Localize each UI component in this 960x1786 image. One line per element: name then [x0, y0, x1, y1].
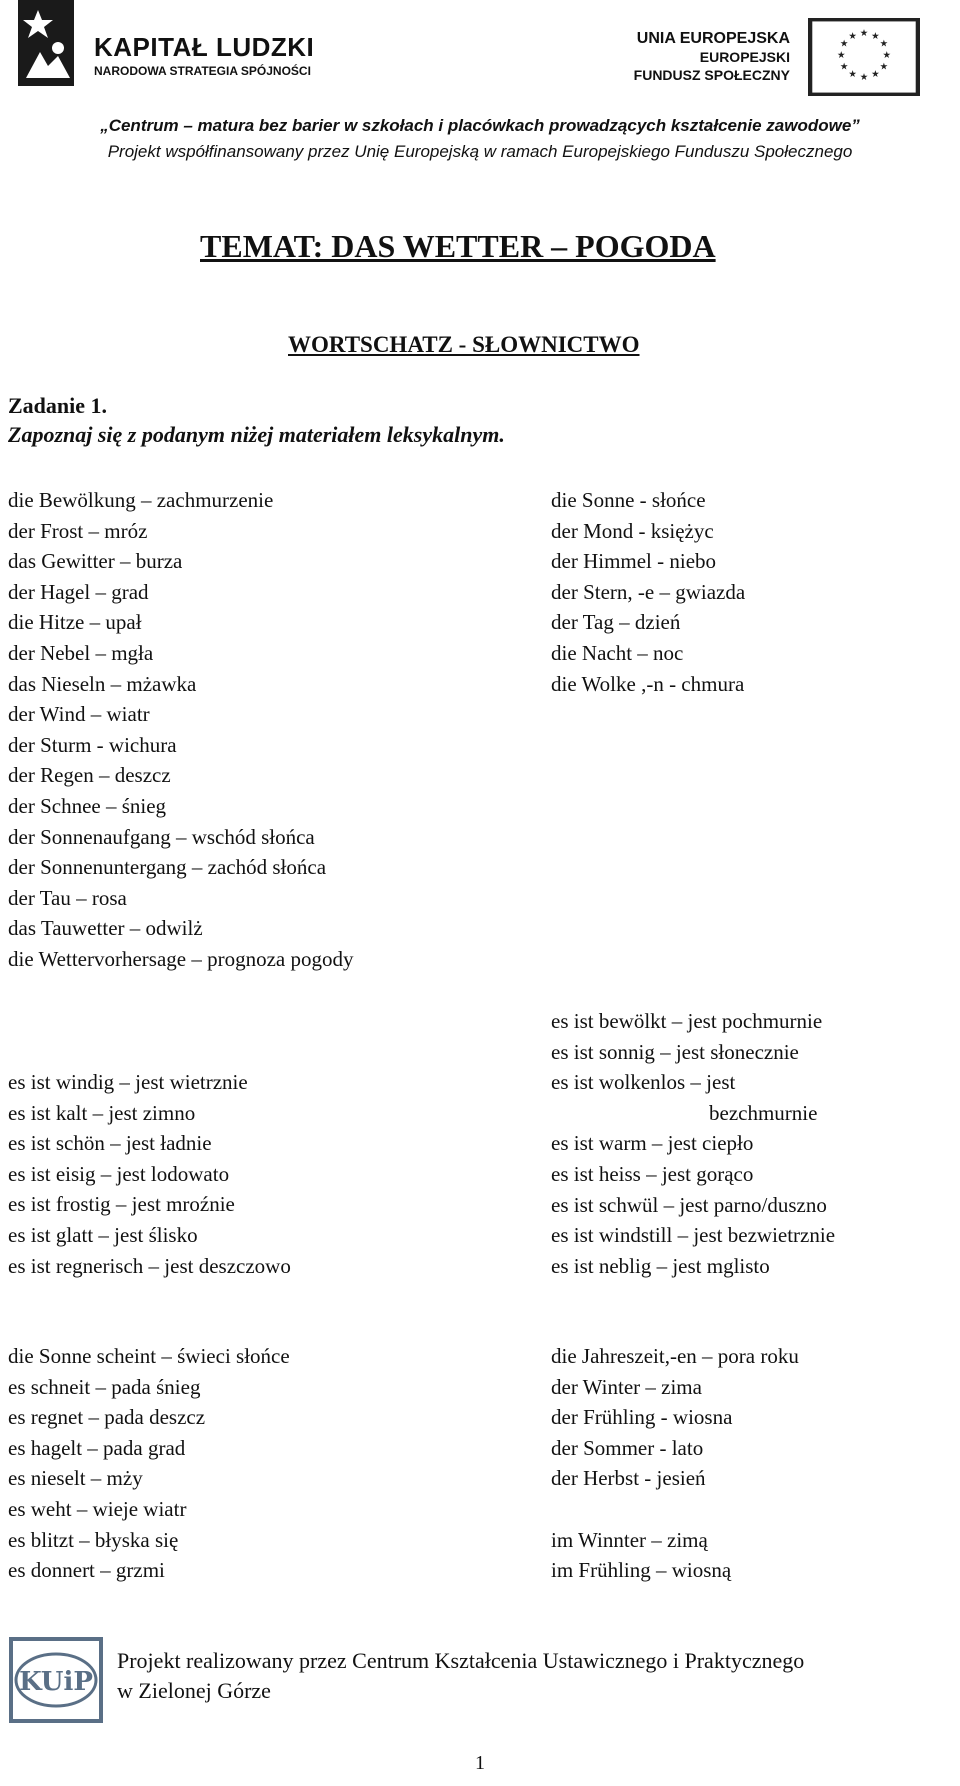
list-spacer	[551, 1494, 799, 1525]
list-item: es ist regnerisch – jest deszczowo	[8, 1253, 291, 1278]
kapital-ludzki-emblem-icon	[18, 0, 78, 86]
project-funding: Projekt współfinansowany przez Unię Europejską w ramach Europejskiego Funduszu Społecznego	[107, 142, 853, 161]
nouns-list-left	[8, 485, 353, 975]
list-item: der Winter – zima	[551, 1374, 702, 1399]
list-item: der Hagel – grad	[8, 579, 149, 604]
task-instruction: Zapoznaj się z podanym niżej materiałem leksykalnym.	[8, 422, 505, 447]
list-item: der Tag – dzień	[551, 610, 681, 635]
svg-text:★: ★	[859, 28, 869, 40]
eu-line2: EUROPEJSKI	[699, 49, 790, 65]
list-item: der Mond - księżyc	[551, 518, 714, 543]
list-item: der Himmel - niebo	[551, 549, 717, 574]
list-item: es ist heiss – jest gorąco	[551, 1161, 754, 1186]
eu-logo	[630, 18, 920, 96]
list-item: bezchmurnie	[709, 1100, 818, 1125]
list-item: es blitzt – błyska się	[8, 1527, 179, 1552]
list-item: es ist neblig – jest mglisto	[551, 1253, 770, 1278]
page-title: TEMAT: DAS WETTER – POGODA	[200, 228, 716, 264]
list-item: die Wolke ,-n - chmura	[551, 671, 745, 696]
footer-text	[117, 1646, 804, 1706]
list-item: der Sturm - wichura	[8, 732, 177, 757]
list-item: der Stern, -e – gwiazda	[551, 579, 746, 604]
svg-text:★: ★	[839, 61, 849, 73]
svg-text:★: ★	[879, 61, 889, 73]
list-item: der Tau – rosa	[8, 885, 127, 910]
list-item: der Regen – deszcz	[8, 763, 171, 788]
list-item: die Nacht – noc	[551, 640, 684, 665]
eu-flag-icon	[808, 18, 920, 96]
eu-line1: UNIA EUROPEJSKA	[636, 30, 790, 47]
seasons-list-right	[551, 1341, 799, 1586]
list-item: die Sonne scheint – świeci słońce	[8, 1344, 290, 1368]
list-item: es ist warm – jest ciepło	[551, 1131, 754, 1156]
list-item: das Gewitter – burza	[8, 549, 183, 574]
list-item: im Frühling – wiosną	[551, 1558, 732, 1583]
task-title: Zadanie 1.	[8, 393, 108, 418]
list-item: der Sommer - lato	[551, 1435, 704, 1460]
svg-text:★: ★	[859, 71, 869, 83]
list-item: es ist bewölkt – jest pochmurnie	[551, 1009, 823, 1033]
svg-text:★: ★	[848, 68, 857, 80]
vocab-heading: WORTSCHATZ - SŁOWNICTWO	[288, 332, 640, 357]
list-item: der Wind – wiatr	[8, 702, 150, 727]
kapital-ludzki-subtitle: NARODOWA STRATEGIA SPÓJNOŚCI	[94, 64, 311, 78]
project-title: „Centrum – matura bez barier w szkołach i placówkach prowadzących kształcenie zawodowe”	[100, 116, 860, 135]
list-item: es ist frostig – jest mroźnie	[8, 1192, 235, 1217]
adjectives-list-left	[8, 1067, 291, 1281]
list-item: das Nieseln – mżawka	[8, 671, 197, 696]
list-item: die Bewölkung – zachmurzenie	[8, 488, 274, 512]
nouns-list-right	[551, 485, 745, 699]
list-item: es ist glatt – jest ślisko	[8, 1222, 198, 1247]
list-item: die Jahreszeit,-en – pora roku	[551, 1344, 799, 1368]
list-item: es ist windig – jest wietrznie	[8, 1070, 248, 1094]
list-item: es ist sonnig – jest słonecznie	[551, 1039, 799, 1064]
svg-text:★: ★	[871, 30, 880, 42]
list-item: es schneit – pada śnieg	[8, 1374, 201, 1399]
kuip-logo-icon	[8, 1636, 104, 1724]
footer-line1: Projekt realizowany przez Centrum Kształcenia Ustawicznego i Praktycznego	[117, 1648, 805, 1673]
list-item: der Sonnenuntergang – zachód słońca	[8, 855, 327, 880]
list-item: es weht – wieje wiatr	[8, 1496, 187, 1521]
list-item: die Hitze – upał	[8, 610, 142, 635]
list-item: der Schnee – śnieg	[8, 793, 167, 818]
svg-text:★: ★	[848, 30, 857, 42]
list-item: es donnert – grzmi	[8, 1558, 165, 1583]
list-item: es nieselt – mży	[8, 1466, 143, 1491]
list-item: im Winnter – zimą	[551, 1527, 708, 1552]
list-item: der Herbst - jesień	[551, 1466, 706, 1491]
list-item: der Frost – mróz	[8, 518, 148, 543]
list-item: es regnet – pada deszcz	[8, 1405, 206, 1430]
list-item: es hagelt – pada grad	[8, 1435, 186, 1460]
list-item: die Wettervorhersage – prognoza pogody	[8, 946, 354, 971]
adjectives-list-right	[551, 1006, 835, 1281]
list-item: der Nebel – mgła	[8, 640, 154, 665]
kapital-ludzki-logo	[18, 0, 318, 90]
list-item: der Sonnenaufgang – wschód słońca	[8, 824, 315, 849]
list-item: das Tauwetter – odwilż	[8, 916, 203, 941]
kapital-ludzki-title: KAPITAŁ LUDZKI	[94, 32, 315, 62]
svg-text:★: ★	[836, 49, 846, 61]
eu-line3: FUNDUSZ SPOŁECZNY	[633, 67, 790, 83]
list-item: es ist schwül – jest parno/duszno	[551, 1192, 827, 1217]
footer-line2: w Zielonej Górze	[117, 1678, 271, 1703]
list-item: es ist schön – jest ładnie	[8, 1131, 212, 1156]
svg-text:★: ★	[871, 68, 880, 80]
kuip-logo-text: KUiP	[19, 1667, 93, 1697]
svg-text:★: ★	[882, 49, 892, 61]
list-item: es ist eisig – jest lodowato	[8, 1161, 230, 1186]
list-item: es ist windstill – jest bezwietrznie	[551, 1223, 836, 1248]
page-number: 1	[475, 1752, 485, 1774]
svg-text:★: ★	[879, 38, 889, 50]
list-item: die Sonne - słońce	[551, 488, 706, 512]
verbs-list-left	[8, 1341, 290, 1586]
list-item: der Frühling - wiosna	[551, 1405, 733, 1430]
list-item: es ist kalt – jest zimno	[8, 1100, 196, 1125]
list-item: es ist wolkenlos – jest	[551, 1070, 736, 1095]
svg-text:★: ★	[839, 38, 849, 50]
